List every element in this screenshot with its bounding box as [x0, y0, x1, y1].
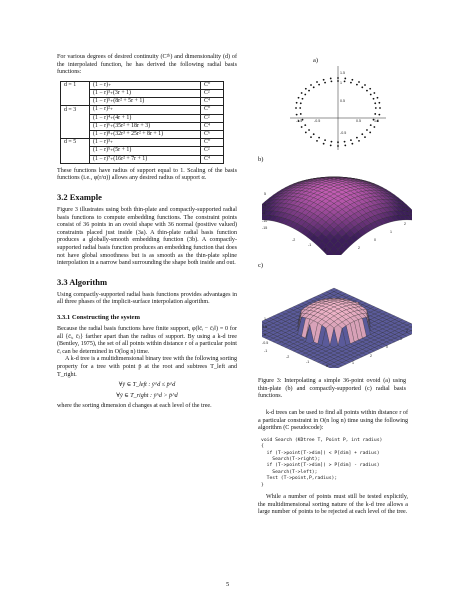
rbf-table-row	[61, 155, 224, 163]
constraint-point	[369, 88, 371, 90]
constraint-point	[295, 107, 297, 109]
constraint-point	[374, 113, 376, 115]
rbf-dimension	[61, 89, 90, 97]
svg-text:-0.5: -0.5	[262, 341, 269, 345]
constraint-point	[299, 107, 301, 109]
rbf-continuity: C⁴	[201, 98, 224, 106]
constraint-point	[337, 141, 339, 143]
rbf-table-row	[61, 98, 224, 106]
svg-text:2: 2	[358, 246, 360, 250]
constraint-point	[344, 141, 346, 143]
constraint-point	[331, 141, 333, 143]
rbf-formula: (1 − r)⁵₊(8r² + 5r + 1)	[90, 98, 201, 106]
rbf-continuity: C²	[201, 147, 224, 155]
constraint-point	[378, 114, 380, 116]
figure-c-compact-support-surface	[262, 268, 412, 368]
svg-text:-2: -2	[286, 355, 290, 359]
constraint-point	[296, 102, 298, 104]
constraint-point	[337, 145, 339, 147]
kd-search-intro: k-d trees can be used to find all points within distance r of a particular constraint in O(n log n) time using the following algorithm (C pseudocode):	[258, 410, 408, 432]
constraint-point	[351, 143, 353, 145]
constraint-point	[316, 140, 318, 142]
section-algorithm-heading: 3.3 Algorithm	[57, 276, 108, 287]
svg-text:1: 1	[340, 81, 342, 85]
svg-text:0: 0	[264, 333, 266, 337]
svg-text:1: 1	[264, 317, 266, 321]
search-pseudocode: void Search (KDtree T, Point P, int radius) { if (T->point[T->dim]) < P[dim] + radius) Search(T->right); if (T->point[T->dim]) > P[dim] - radius) Search(T->left); Test (T->point,P,radius); }	[261, 437, 383, 488]
svg-text:1.5: 1.5	[374, 119, 379, 123]
rbf-dimension: d = 3	[61, 106, 90, 114]
rbf-formula: (1 − r)⁸₊(32r³ + 25r² + 8r + 1)	[90, 131, 201, 139]
rbf-table	[60, 81, 224, 164]
rbf-continuity: C⁰	[201, 106, 224, 114]
intro-paragraph: For various degrees of desired continuity (C²ᵏ) and dimensionality (d) of the interpolated function, he has derived the following radial basis functions:	[57, 54, 237, 76]
equation-right: ∀ȳ ∈ T_right : ȳ^d > p̄^d	[116, 392, 178, 399]
example-paragraph: Figure 3 illustrates using both thin-plate and compactly-supported radial basis functions to compute embedding functions. The constraint points consist of 36 points in an ovoid shape with 36 normal (positive valued) constraints placed just inside (3a). A thin-plate radial basis function produces a globally-smooth embedding function (3b). A compactly-supported radial basis function produces an embedding function that does not have global smoothness but is as smooth as the thin-plate spline interpolation in a narrow band surrounding the shape both inside and out.	[57, 207, 237, 267]
constraint-point	[369, 132, 371, 134]
sorting-dimension-paragraph: where the sorting dimension d changes at each level of the tree.	[57, 403, 212, 410]
constraint-point	[313, 133, 315, 135]
constraint-point	[300, 113, 302, 115]
constraint-point	[373, 126, 375, 128]
constraint-point	[344, 81, 346, 83]
constraint-point	[298, 97, 300, 99]
figure-label-b: b)	[258, 156, 264, 163]
rbf-dimension	[61, 122, 90, 130]
svg-text:1: 1	[340, 251, 342, 255]
constraint-point	[373, 98, 375, 100]
constraint-point	[296, 114, 298, 116]
constraint-point	[373, 92, 375, 94]
constraint-point	[344, 78, 346, 80]
svg-text:0: 0	[324, 248, 326, 252]
svg-text:0.5: 0.5	[340, 99, 345, 103]
svg-text:-15: -15	[262, 226, 268, 230]
constraint-point	[310, 84, 312, 86]
rbf-formula: (1 − r)⁶₊(35r² + 18r + 3)	[90, 122, 201, 130]
svg-text:1.5: 1.5	[340, 71, 345, 75]
constraint-point	[364, 136, 366, 138]
svg-text:2: 2	[404, 222, 406, 226]
rbf-table-row	[61, 131, 224, 139]
constraint-point	[366, 129, 368, 131]
svg-text:0: 0	[374, 238, 376, 242]
constraint-point	[364, 84, 366, 86]
constraint-point	[324, 139, 326, 141]
rbf-dimension	[61, 98, 90, 106]
constraint-point	[301, 92, 303, 94]
figure-label-c: c)	[258, 262, 264, 269]
rbf-table-row	[61, 89, 224, 97]
page-number: 5	[226, 581, 230, 588]
constraint-point	[302, 98, 304, 100]
svg-text:0: 0	[264, 203, 266, 207]
constraint-point	[356, 84, 358, 86]
constraint-point	[370, 94, 372, 96]
constructing-paragraph: Because the radial basis functions have finite support, φ(‖c̄ᵢ − c̄ⱼ‖) = 0 for all {c̄ᵢ, c̄ⱼ} farther apart than the radius of support. By using a k-d tree (Bentley, 1975), the set of all points within distance r of a particular point c̄ᵢ can be determined in O(log n) time.	[57, 325, 237, 355]
constraint-point	[374, 102, 376, 104]
rbf-dimension	[61, 131, 90, 139]
constraint-point	[344, 145, 346, 147]
svg-text:2: 2	[370, 354, 372, 358]
constraint-point	[318, 137, 320, 139]
constraint-point	[358, 140, 360, 142]
rbf-table-row	[61, 81, 224, 89]
rbf-continuity: C⁶	[201, 131, 224, 139]
section-example-heading: 3.2 Example	[57, 192, 102, 202]
rbf-dimension: d = 1	[61, 81, 90, 89]
rbf-table-row	[61, 114, 224, 122]
constraint-point	[351, 79, 353, 81]
constraint-point	[308, 90, 310, 92]
algorithm-paragraph: Using compactly-supported radial basis functions provides advantages in all three phases of the implicit-surface interpolation algorithm.	[57, 291, 237, 306]
figure-label-a: a)	[313, 57, 319, 64]
svg-text:-2: -2	[292, 238, 296, 242]
rbf-formula: (1 − r)⁴₊(4r + 1)	[90, 114, 201, 122]
svg-text:1: 1	[400, 337, 402, 341]
constraint-point	[304, 94, 306, 96]
rbf-table-row	[61, 147, 224, 155]
rbf-formula: (1 − r)³₊	[90, 139, 201, 147]
left-column	[57, 54, 237, 411]
svg-text:0.5: 0.5	[262, 325, 267, 329]
rbf-continuity: C²	[201, 89, 224, 97]
constraint-point	[370, 124, 372, 126]
svg-text:0: 0	[386, 345, 388, 349]
constraint-point	[323, 79, 325, 81]
rbf-continuity: C⁰	[201, 139, 224, 147]
rbf-formula: (1 − r)²₊	[90, 106, 201, 114]
svg-text:1: 1	[390, 230, 392, 234]
svg-text:-1: -1	[308, 243, 312, 247]
rbf-continuity: C⁴	[201, 155, 224, 163]
closing-paragraph: While a number of points must still be tested explicitly, the multidimensional sorting nature of the k-d tree allows a large number of points to be rejected at each level of the tree.	[258, 494, 408, 516]
constraint-point	[361, 86, 363, 88]
rbf-formula: (1 − r)₊	[90, 81, 201, 89]
constraint-point	[300, 102, 302, 104]
support-paragraph: These functions have radius of support equal to 1. Scaling of the basis functions (i.e., φ(r/α)) allows any desired radius of support α.	[57, 167, 237, 182]
constraint-point	[379, 107, 381, 109]
equation-left: ∀ȳ ∈ T_left : ȳ^d ≤ p̄^d	[118, 382, 176, 389]
svg-text:-5: -5	[262, 211, 266, 215]
constraint-point	[301, 126, 303, 128]
constraint-point	[313, 86, 315, 88]
constraint-point	[331, 81, 333, 83]
svg-text:1: 1	[352, 361, 354, 365]
svg-text:0: 0	[326, 364, 328, 368]
constraint-point	[366, 90, 368, 92]
svg-text:-0.5: -0.5	[340, 131, 347, 135]
svg-text:-1: -1	[306, 360, 310, 364]
constraint-point	[358, 81, 360, 83]
constraint-point	[350, 82, 352, 84]
kd-tree-paragraph: A k-d tree is a multidimensional binary tree with the following sorting property for a tree with point p̄ at the root and subtrees T_left and T_right.	[57, 356, 237, 378]
constraint-point	[324, 82, 326, 84]
svg-text:2: 2	[406, 329, 408, 333]
rbf-table-row	[61, 122, 224, 130]
rbf-dimension	[61, 155, 90, 163]
constraint-point	[361, 133, 363, 135]
constraint-point	[375, 107, 377, 109]
figure-a-ovoid-plot	[282, 62, 392, 152]
constraint-point	[337, 77, 339, 79]
constraint-point	[330, 145, 332, 147]
right-column	[258, 410, 408, 517]
constraint-point	[304, 124, 306, 126]
constraint-point	[305, 132, 307, 134]
rbf-formula: (1 − r)⁷₊(16r² + 7r + 1)	[90, 155, 201, 163]
constraint-point	[377, 97, 379, 99]
rbf-formula: (1 − r)⁵₊(5r + 1)	[90, 147, 201, 155]
svg-text:-1.5: -1.5	[296, 119, 303, 123]
figure-caption: Figure 3: Interpolating a simple 36-point ovoid (a) using thin-plate (b) and compactly-supported (c) radial basis functions.	[258, 378, 406, 400]
figure-b-thin-plate-surface	[262, 163, 412, 255]
constraint-point	[308, 129, 310, 131]
rbf-formula: (1 − r)³₊(3r + 1)	[90, 89, 201, 97]
svg-text:-1: -1	[264, 349, 268, 353]
rbf-dimension: d = 5	[61, 139, 90, 147]
rbf-dimension	[61, 114, 90, 122]
svg-text:0.5: 0.5	[356, 119, 361, 123]
rbf-table-row	[61, 139, 224, 147]
subsection-constructing-heading: 3.3.1 Constructing the system	[57, 313, 140, 321]
constraint-point	[378, 102, 380, 104]
constraint-point	[316, 81, 318, 83]
rbf-dimension	[61, 147, 90, 155]
svg-text:-10: -10	[262, 219, 268, 223]
rbf-continuity: C⁴	[201, 122, 224, 130]
rbf-table-row	[61, 106, 224, 114]
constraint-point	[323, 143, 325, 145]
constraint-point	[350, 139, 352, 141]
rbf-continuity: C²	[201, 114, 224, 122]
constraint-point	[310, 136, 312, 138]
rbf-continuity: C⁰	[201, 81, 224, 89]
svg-text:5: 5	[264, 192, 266, 196]
constraint-point	[356, 137, 358, 139]
constraint-point	[337, 80, 339, 82]
constraint-point	[330, 78, 332, 80]
constraint-point	[305, 88, 307, 90]
constraint-point	[318, 84, 320, 86]
svg-text:-0.5: -0.5	[314, 119, 321, 123]
